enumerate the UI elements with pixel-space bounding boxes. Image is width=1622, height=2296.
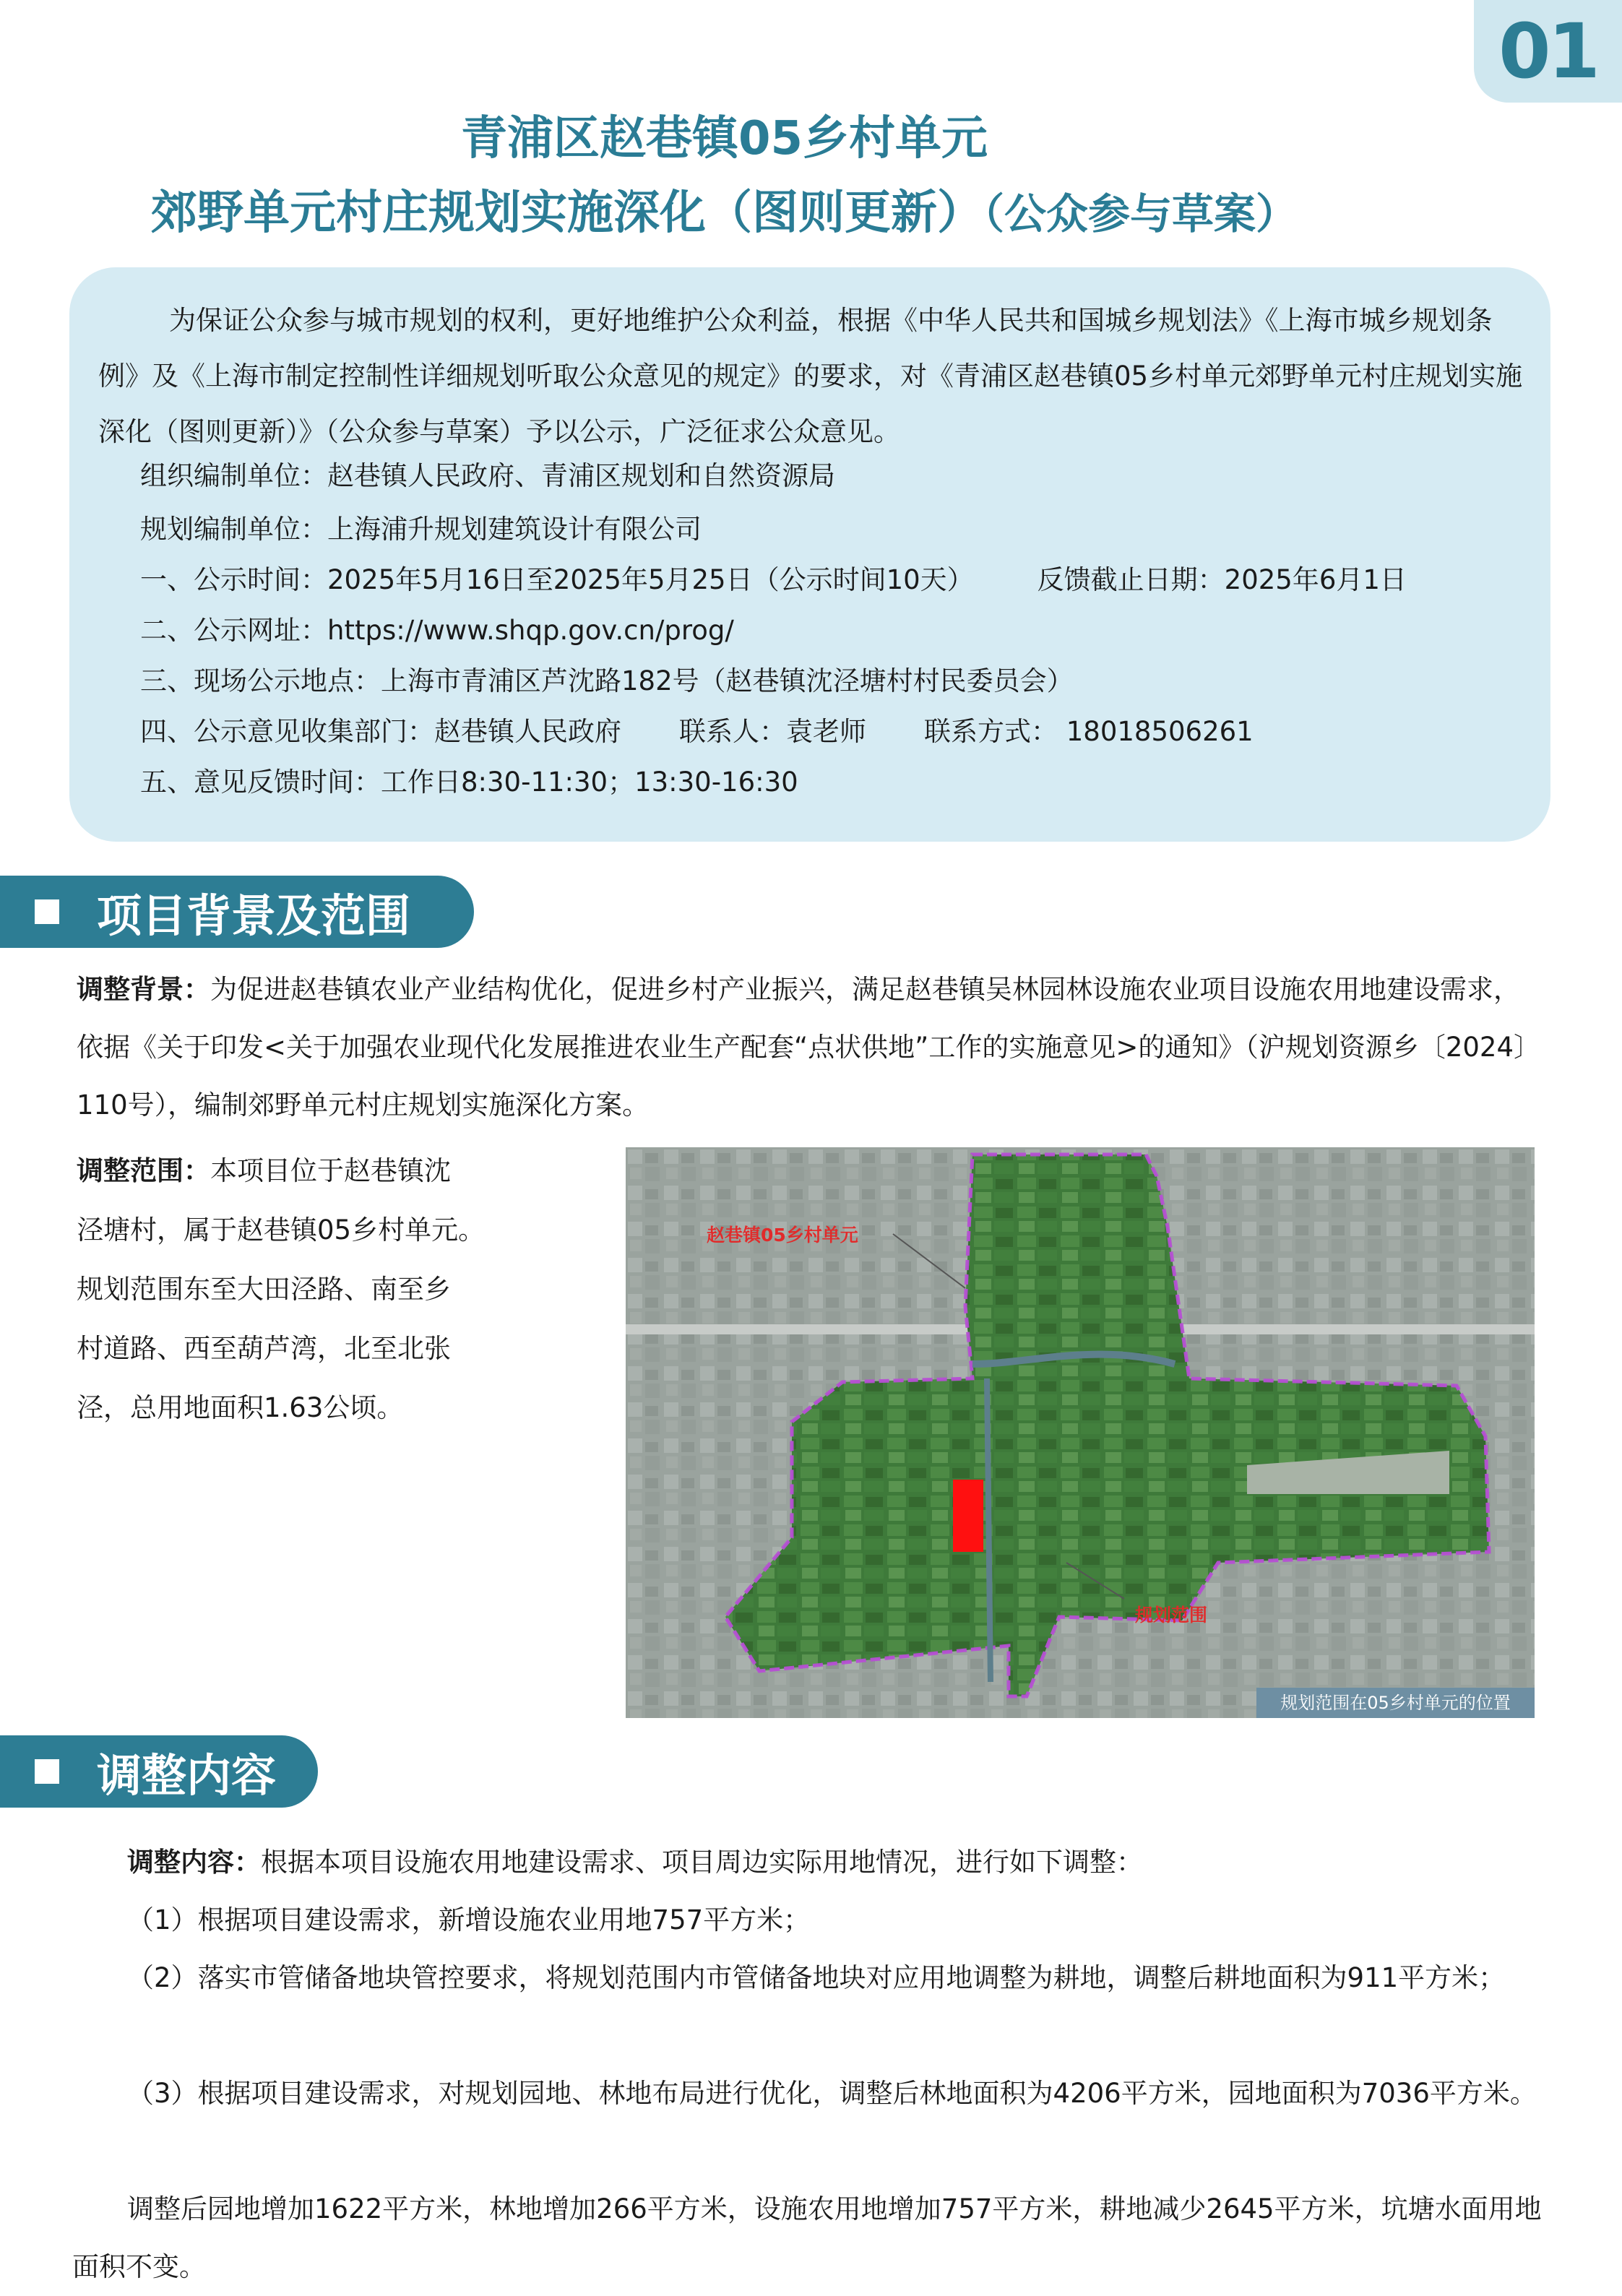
notice-contact: 联系人：袁老师 [679,716,866,747]
notice-site: 三、现场公示地点：上海市青浦区芦沈路182号（赵巷镇沈泾塘村村民委员会） [140,665,1074,696]
section-square-icon [35,899,59,924]
notice-dept: 四、公示意见收集部门：赵巷镇人民政府 [140,716,621,747]
scope-label: 调整范围： [77,1155,210,1186]
planning-range-parcel [953,1480,983,1552]
adjust-lead [127,1834,1543,1891]
section-heading-text: 调整内容 [97,1748,277,1802]
background-label: 调整背景： [77,974,210,1005]
page-number-badge [1474,0,1622,103]
scope-line: 村道路、西至葫芦湾，北至北张 [77,1333,451,1364]
notice-hours: 五、意见反馈时间：工作日8:30-11:30；13:30-16:30 [140,767,798,798]
section-heading-background [0,1735,318,1808]
map-label-range: 规划范围 [1135,1605,1208,1626]
map-label-unit: 赵巷镇05乡村单元 [707,1225,858,1246]
scope-line: 本项目位于赵巷镇沈 [210,1155,451,1186]
notice-deadline: 反馈截止日期：2025年6月1日 [1037,564,1407,595]
background-paragraph [77,961,1540,1134]
notice-dept-row [140,709,1254,748]
notice-box [69,267,1550,842]
map-river [987,1378,991,1682]
scope-line: 规划范围东至大田泾路、南至乡 [77,1274,451,1305]
adjust-lead-text: 根据本项目设施农用地建设需求、项目周边实际用地情况，进行如下调整： [261,1847,1143,1878]
notice-intro: 为保证公众参与城市规划的权利，更好地维护公众利益，根据《中华人民共和国城乡规划法》《上海市城乡规划条例》及《上海市制定控制性详细规划听取公众意见的规定》的要求，对《青浦区赵巷镇05乡村单元郊野单元村庄规划实施深化（图则更新）》（公众参与草案）予以公示，广泛征求公众意见。 [98,305,1523,447]
section-square-icon [35,1759,59,1784]
notice-time: 一、公示时间：2025年5月16日至2025年5月25日（公示时间10天） [140,564,974,595]
section-heading-text: 项目背景及范围 [97,889,411,942]
scope-line: 泾，总用地面积1.63公顷。 [77,1392,404,1423]
notice-website: 二、公示网址：https://www.shqp.gov.cn/prog/ [140,615,734,646]
background-text: 为促进赵巷镇农业产业结构优化，促进乡村产业振兴，满足赵巷镇吴林园林设施农业项目设施农用地建设需求，依据《关于印发<关于加强农业现代化发展推进农业生产配套“点状供地”工作的实施意见>的通知》（沪规划资源乡〔2024〕110号），编制郊野单元村庄规划实施深化方案。 [77,974,1527,1121]
page-title-main: 郊野单元村庄规划实施深化（图则更新） [150,186,983,240]
notice-planner: 规划编制单位：上海浦升规划建筑设计有限公司 [140,514,702,545]
notice-time-row [140,558,1407,597]
notice-org: 组织编制单位：赵巷镇人民政府、青浦区规划和自然资源局 [140,460,835,491]
adjust-label: 调整内容： [127,1847,261,1878]
scope-line: 泾塘村，属于赵巷镇05乡村单元。 [77,1214,486,1246]
section-heading-background [0,876,474,948]
adjust-summary: 调整后园地增加1622平方米，林地增加266平方米，设施农用地增加757平方米，耕地减少2645平方米，坑塘水面用地面积不变。 [72,2193,1542,2282]
page-title-line2 [0,176,1535,242]
adjust-item-3: （3）根据项目建设需求，对规划园地、林地布局进行优化，调整后林地面积为4206平方米，园地面积为7036平方米。 [127,2078,1537,2109]
adjust-item-2: （2）落实市管储备地块管控要求，将规划范围内市管储备地块对应用地调整为耕地，调整后耕地面积为911平方米； [127,1962,1506,1993]
map-caption: 规划范围在05乡村单元的位置 [1256,1688,1535,1718]
notice-phone: 联系方式： 18018506261 [924,716,1254,747]
location-map [626,1147,1535,1718]
scope-paragraph [77,1141,597,1438]
page-title-sub: （公众参与草案） [983,189,1298,238]
page-title-line1: 青浦区赵巷镇05乡村单元 [460,112,988,165]
adjust-item-1: （1）根据项目建设需求，新增设施农业用地757平方米； [127,1904,811,1935]
page-number: 01 [1498,7,1597,95]
